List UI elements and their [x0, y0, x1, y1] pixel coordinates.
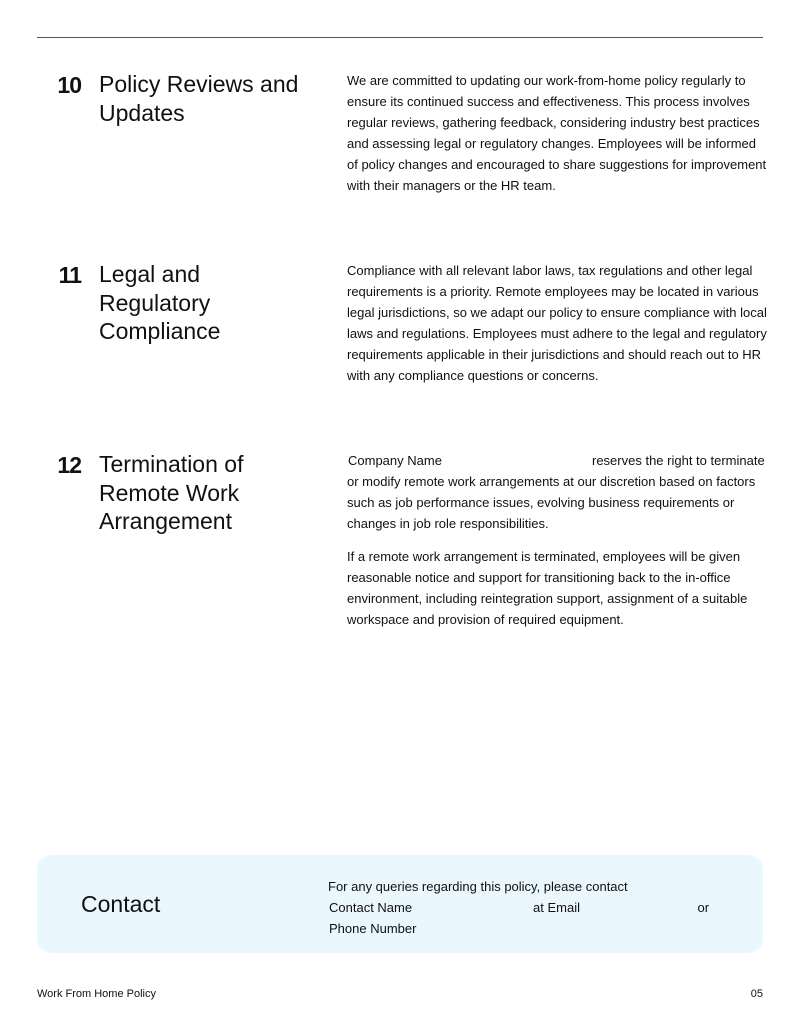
top-divider — [37, 37, 763, 38]
section-body — [347, 450, 767, 642]
company-name-field[interactable] — [348, 450, 592, 471]
phone-number-field[interactable] — [329, 918, 529, 939]
contact-box — [37, 855, 763, 953]
section-title: Termination of Remote Work Arrangement — [99, 451, 244, 534]
section-body — [347, 70, 767, 208]
section-number: 12 — [57, 452, 81, 478]
section-body — [347, 260, 767, 398]
paragraph: Compliance with all relevant labor laws, tax regulations and other legal requirements is a priority. Remote employees may be located in various legal jurisdictions, so we adapt our policy to ensure compliance with local laws and regulations. Employees must adhere to the legal and regulatory requirements applicable in their jurisdictions and should reach out to HR with any compliance questions or concerns. — [347, 263, 767, 383]
contact-text — [328, 876, 738, 939]
section-number: 11 — [58, 262, 81, 288]
contact-name-field[interactable] — [329, 897, 533, 918]
footer-page-number: 05 — [750, 988, 763, 1000]
paragraph: If a remote work arrangement is terminated, employees will be given reasonable notice and support for transitioning back to the in-office environment, including reintegration support, assignment of a suitable workspace and provision of required equipment. — [347, 549, 748, 627]
footer-document-title: Work From Home Policy — [37, 988, 156, 1000]
email-field[interactable] — [547, 897, 697, 918]
contact-intro: For any queries regarding this policy, please contact — [328, 879, 628, 894]
section-title: Policy Reviews and Updates — [99, 71, 299, 126]
paragraph: reserves the right to terminate or modify remote work arrangements at our discretion based on factors such as job performance issues, evolving business requirements or changes in job role responsibilities. — [347, 453, 765, 531]
contact-heading: Contact — [81, 891, 161, 917]
section-number: 10 — [57, 72, 81, 98]
at-label: at — [533, 900, 544, 915]
paragraph: We are committed to updating our work-from-home policy regularly to ensure its continued success and effectiveness. This process involves regular reviews, gathering feedback, considering industry best practices and assessing legal or regulatory changes. Employees will be informed of policy changes and encouraged to share suggestions for improvement with their managers or the HR team. — [347, 73, 767, 193]
section-title: Legal and Regulatory Compliance — [99, 261, 221, 344]
or-label: or — [697, 900, 710, 915]
